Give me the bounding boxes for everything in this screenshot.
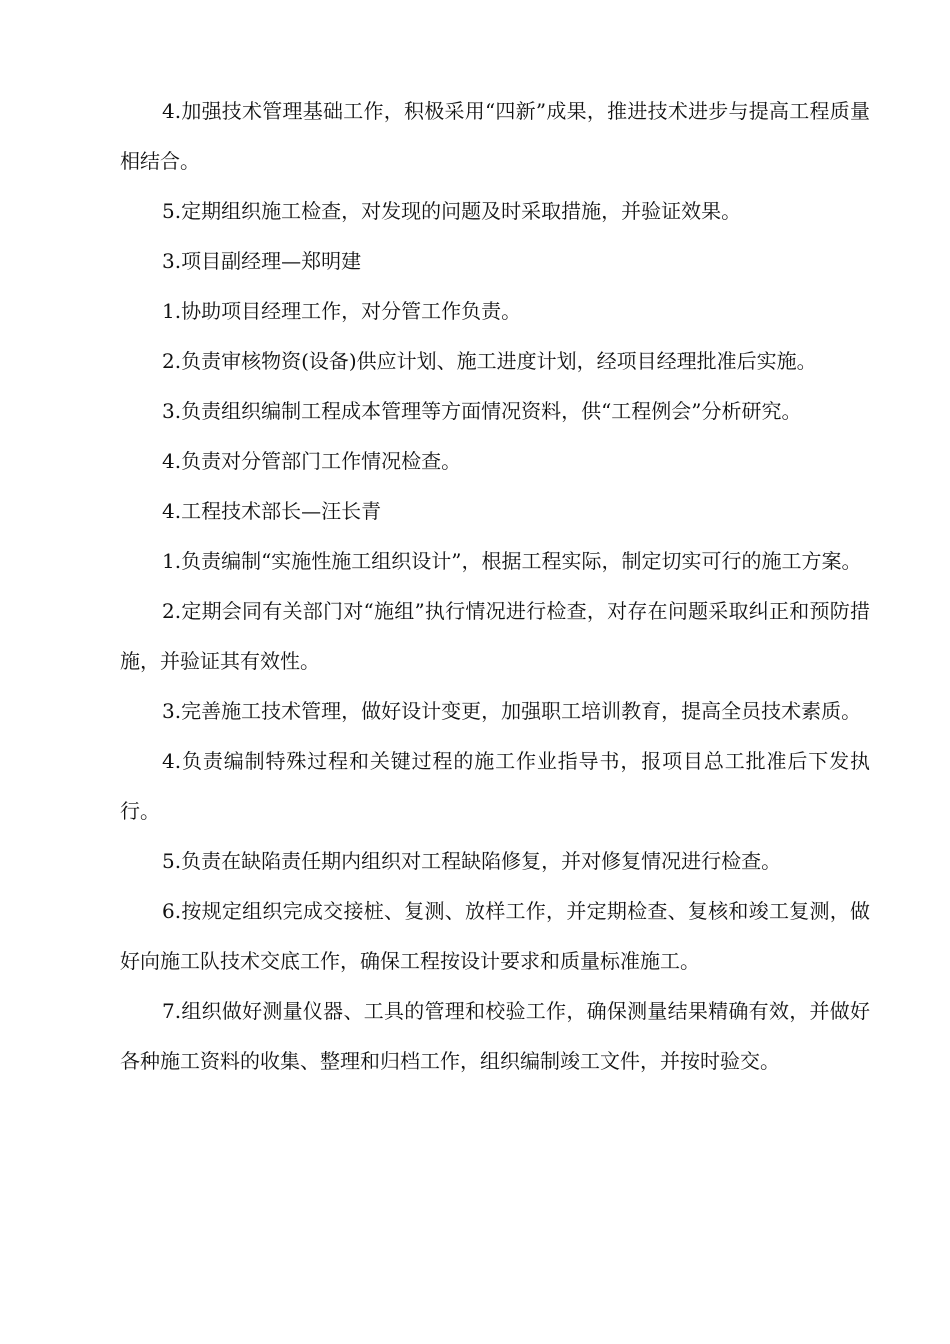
section-heading: 4.工程技术部长—汪长青 <box>162 499 382 523</box>
section-heading: 3.项目副经理—郑明建 <box>162 249 362 273</box>
paragraph: 7.组织做好测量仪器、工具的管理和校验工作，确保测量结果精确有效，并做好各种施工资料的收集、整理和归档工作，组织编制竣工文件，并按时验交。 <box>120 999 870 1073</box>
paragraph: 1.负责编制“实施性施工组织设计”，根据工程实际，制定切实可行的施工方案。 <box>162 549 862 573</box>
paragraph: 2.负责审核物资(设备)供应计划、施工进度计划，经项目经理批准后实施。 <box>162 349 817 373</box>
paragraph: 6.按规定组织完成交接桩、复测、放样工作，并定期检查、复核和竣工复测，做好向施工队技术交底工作，确保工程按设计要求和质量标准施工。 <box>120 899 870 973</box>
paragraph: 5.负责在缺陷责任期内组织对工程缺陷修复，并对修复情况进行检查。 <box>162 849 782 873</box>
paragraph: 2.定期会同有关部门对“施组”执行情况进行检查，对存在问题采取纠正和预防措施，并验证其有效性。 <box>120 599 870 673</box>
paragraph: 4.负责编制特殊过程和关键过程的施工作业指导书，报项目总工批准后下发执行。 <box>120 749 870 823</box>
paragraph: 4.加强技术管理基础工作，积极采用“四新”成果，推进技术进步与提高工程质量相结合。 <box>120 99 870 173</box>
paragraph: 4.负责对分管部门工作情况检查。 <box>162 449 462 473</box>
paragraph: 1.协助项目经理工作，对分管工作负责。 <box>162 299 522 323</box>
paragraph: 5.定期组织施工检查，对发现的问题及时采取措施，并验证效果。 <box>162 199 742 223</box>
paragraph: 3.负责组织编制工程成本管理等方面情况资料，供“工程例会”分析研究。 <box>162 399 802 423</box>
document-body <box>120 86 870 1086</box>
paragraph: 3.完善施工技术管理，做好设计变更，加强职工培训教育，提高全员技术素质。 <box>162 699 862 723</box>
